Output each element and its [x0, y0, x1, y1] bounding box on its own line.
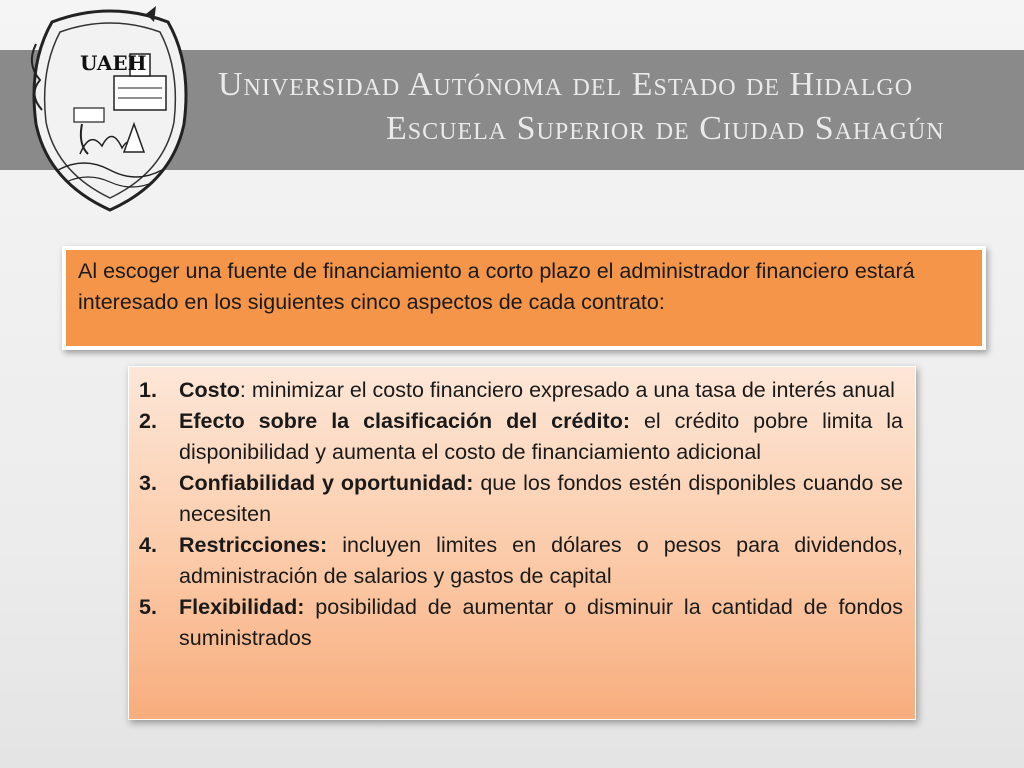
intro-text: Al escoger una fuente de financiamiento a corto plazo el administrador financiero estará interesado en los siguientes cinco aspectos de cada contrato: — [78, 259, 915, 314]
item-number: 4. — [139, 533, 157, 557]
university-seal-icon — [22, 4, 198, 216]
list-item — [139, 406, 903, 468]
item-number: 5. — [139, 595, 157, 619]
item-text: que los fondos estén disponibles cuando se necesiten — [179, 471, 903, 526]
item-text: el crédito pobre limita la disponibilidad y aumenta el costo de financiamiento adicional — [179, 409, 903, 464]
item-term: Flexibilidad: — [179, 595, 305, 619]
item-number: 1. — [139, 378, 157, 402]
item-term: Costo — [179, 378, 240, 402]
header-title — [218, 66, 1018, 146]
aspects-list — [139, 375, 903, 654]
item-text: posibilidad de aumentar o disminuir la cantidad de fondos suministrados — [179, 595, 903, 650]
item-number: 3. — [139, 471, 157, 495]
item-term: Efecto sobre la clasificación del crédito: — [179, 409, 630, 433]
list-item — [139, 592, 903, 654]
intro-box — [62, 246, 986, 350]
item-term: Confiabilidad y oportunidad: — [179, 471, 474, 495]
school-name: Escuela Superior de Ciudad Sahagún — [386, 110, 945, 147]
list-item — [139, 468, 903, 530]
item-text: minimizar el costo financiero expresado a una tasa de interés anual — [245, 378, 895, 402]
item-text: incluyen limites en dólares o pesos para dividendos, administración de salarios y gastos de capital — [179, 533, 903, 588]
aspects-box — [128, 366, 916, 720]
logo-text: UAEH — [80, 51, 147, 75]
item-term: Restricciones: — [179, 533, 328, 557]
item-number: 2. — [139, 409, 157, 433]
list-item — [139, 375, 903, 406]
list-item — [139, 530, 903, 592]
item-separator: : — [239, 378, 246, 402]
university-name: Universidad Autónoma del Estado de Hidalgo — [218, 66, 914, 103]
